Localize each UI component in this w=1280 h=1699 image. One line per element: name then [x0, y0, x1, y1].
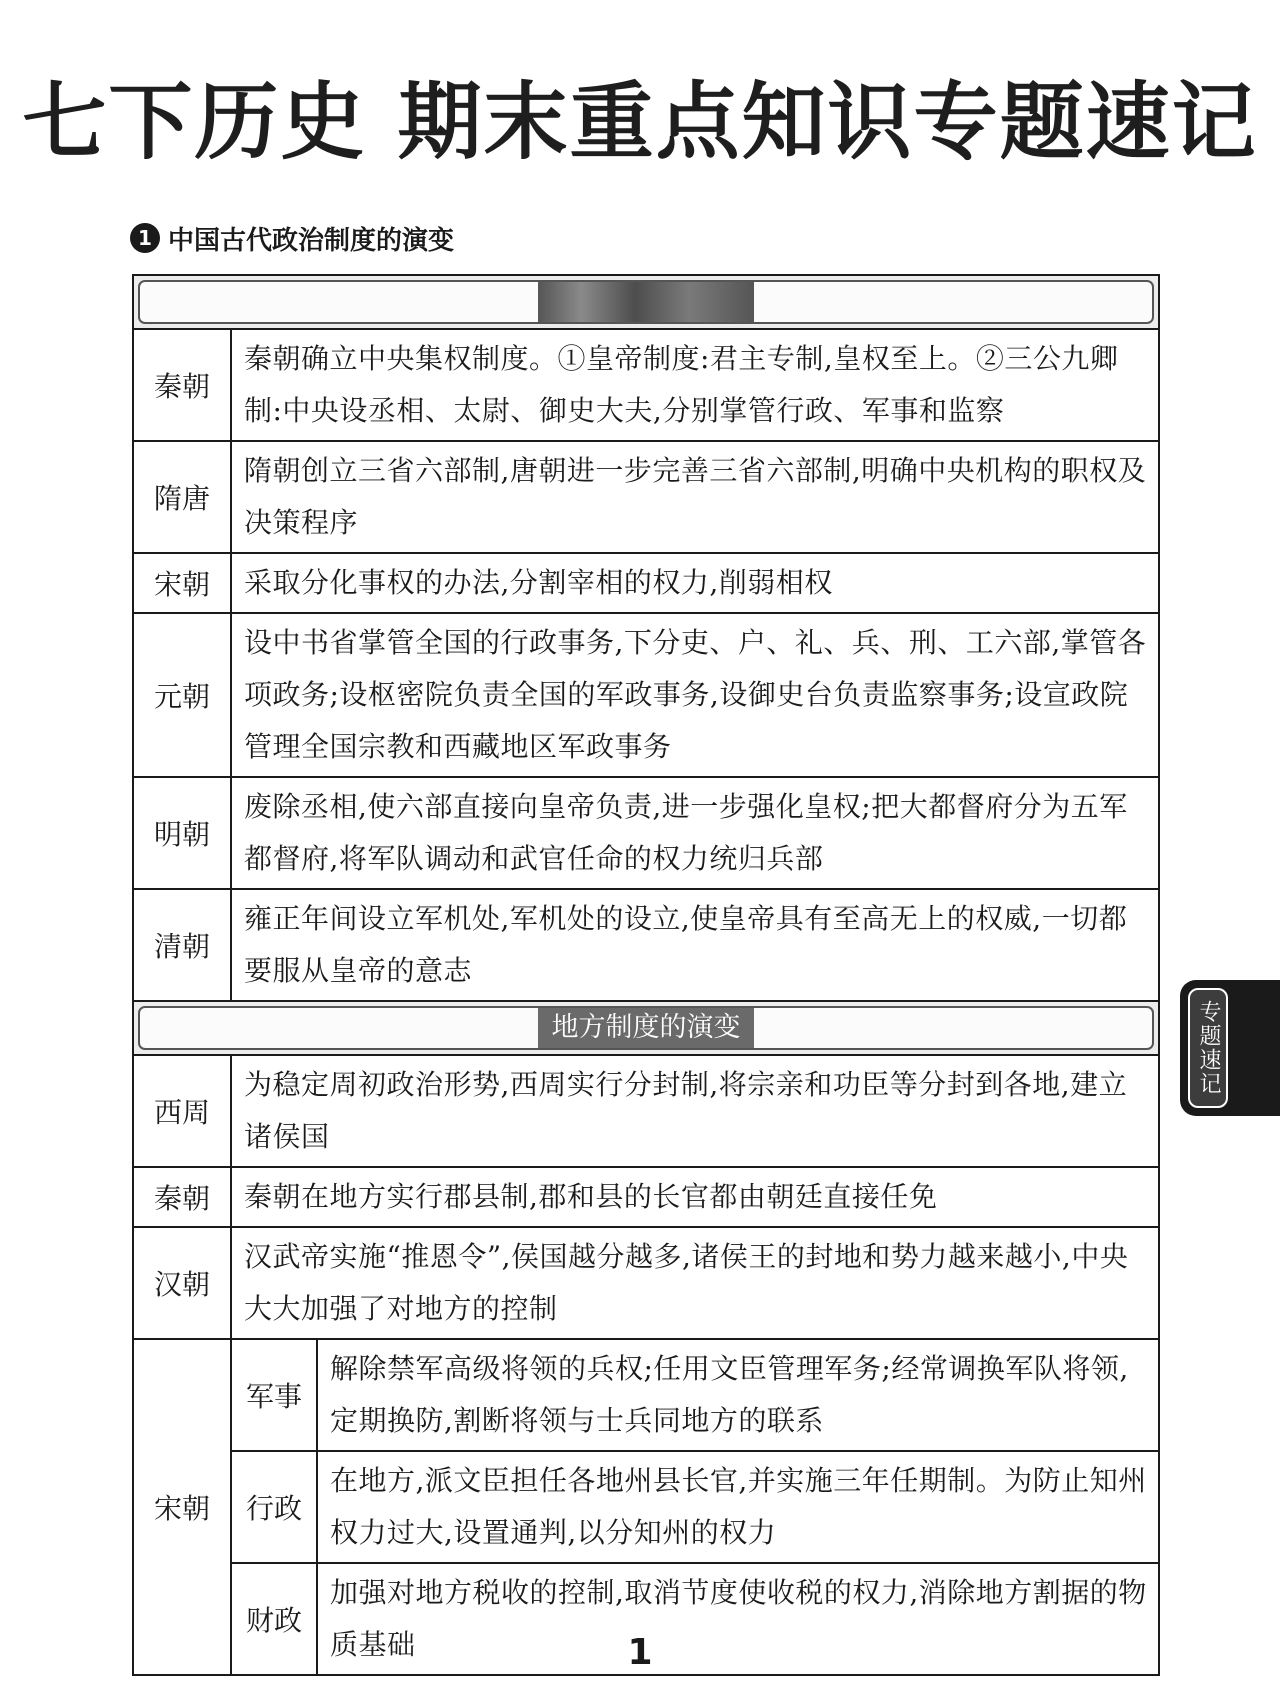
sub-label-cell: 行政	[232, 1452, 318, 1562]
description-cell: 采取分化事权的办法,分割宰相的权力,削弱相权	[244, 566, 833, 599]
page-title: 七下历史 期末重点知识专题速记	[22, 73, 1258, 171]
era-cell: 宋朝	[134, 1340, 232, 1674]
table-row	[134, 890, 1158, 1002]
era-cell: 秦朝	[134, 330, 232, 440]
description-cell: 秦朝在地方实行郡县制,郡和县的长官都由朝廷直接任免	[244, 1180, 938, 1213]
history-table	[132, 274, 1160, 1676]
description-cell: 设中书省掌管全国的行政事务,下分吏、户、礼、兵、刑、工六部,掌管各项政务;设枢密院负责全国的军政事务,设御史台负责监察事务;设宣政院管理全国宗教和西藏地区军政事务	[244, 626, 1147, 763]
era-cell: 隋唐	[134, 442, 232, 552]
sub-row	[232, 1452, 1158, 1564]
table-row	[134, 442, 1158, 554]
table-row	[134, 1168, 1158, 1228]
description-cell: 隋朝创立三省六部制,唐朝进一步完善三省六部制,明确中央机构的职权及决策程序	[244, 454, 1147, 539]
description-cell: 加强对地方税收的控制,取消节度使收税的权力,消除地方割据的物质基础	[330, 1576, 1147, 1661]
section-title: 中国古代政治制度的演变	[168, 225, 455, 256]
page-number: 1	[627, 1632, 653, 1673]
song-subtable	[232, 1340, 1158, 1674]
description-cell: 解除禁军高级将领的兵权;任用文臣管理军务;经常调换军队将领,定期换防,割断将领与士兵同地方的联系	[330, 1352, 1129, 1437]
side-tab	[1180, 980, 1280, 1116]
era-cell: 秦朝	[134, 1168, 232, 1226]
era-cell: 宋朝	[134, 554, 232, 612]
table-row	[134, 778, 1158, 890]
section-heading	[130, 218, 454, 258]
section-number-badge: 1	[130, 223, 160, 253]
table-row	[134, 1228, 1158, 1340]
sub-label-cell: 军事	[232, 1340, 318, 1450]
table-row	[134, 330, 1158, 442]
table-row	[134, 614, 1158, 778]
local-band-label: 地方制度的演变	[538, 1008, 754, 1048]
sub-label-cell: 财政	[232, 1564, 318, 1674]
table-row-song	[134, 1340, 1158, 1674]
era-cell: 清朝	[134, 890, 232, 1000]
era-cell: 西周	[134, 1056, 232, 1166]
sub-row	[232, 1340, 1158, 1452]
central-band-label	[538, 282, 754, 322]
table-row	[134, 1056, 1158, 1168]
era-cell: 汉朝	[134, 1228, 232, 1338]
table-row	[134, 554, 1158, 614]
description-cell: 在地方,派文臣担任各地州县长官,并实施三年任期制。为防止知州权力过大,设置通判,以分知州的权力	[330, 1464, 1147, 1549]
description-cell: 汉武帝实施“推恩令”,侯国越分越多,诸侯王的封地和势力越来越小,中央大大加强了对地方的控制	[244, 1240, 1129, 1325]
description-cell: 废除丞相,使六部直接向皇帝负责,进一步强化皇权;把大都督府分为五军都督府,将军队调动和武官任命的权力统归兵部	[244, 790, 1128, 875]
description-cell: 雍正年间设立军机处,军机处的设立,使皇帝具有至高无上的权威,一切都要服从皇帝的意志	[244, 902, 1128, 987]
central-system-band	[134, 276, 1158, 330]
description-cell: 秦朝确立中央集权制度。①皇帝制度:君主专制,皇权至上。②三公九卿制:中央设丞相、太尉、御史大夫,分别掌管行政、军事和监察	[244, 342, 1119, 427]
description-cell: 为稳定周初政治形势,西周实行分封制,将宗亲和功臣等分封到各地,建立诸侯国	[244, 1068, 1128, 1153]
side-tab-label: 专题速记	[1188, 988, 1228, 1108]
local-system-band	[134, 1002, 1158, 1056]
era-cell: 明朝	[134, 778, 232, 888]
era-cell: 元朝	[134, 614, 232, 776]
